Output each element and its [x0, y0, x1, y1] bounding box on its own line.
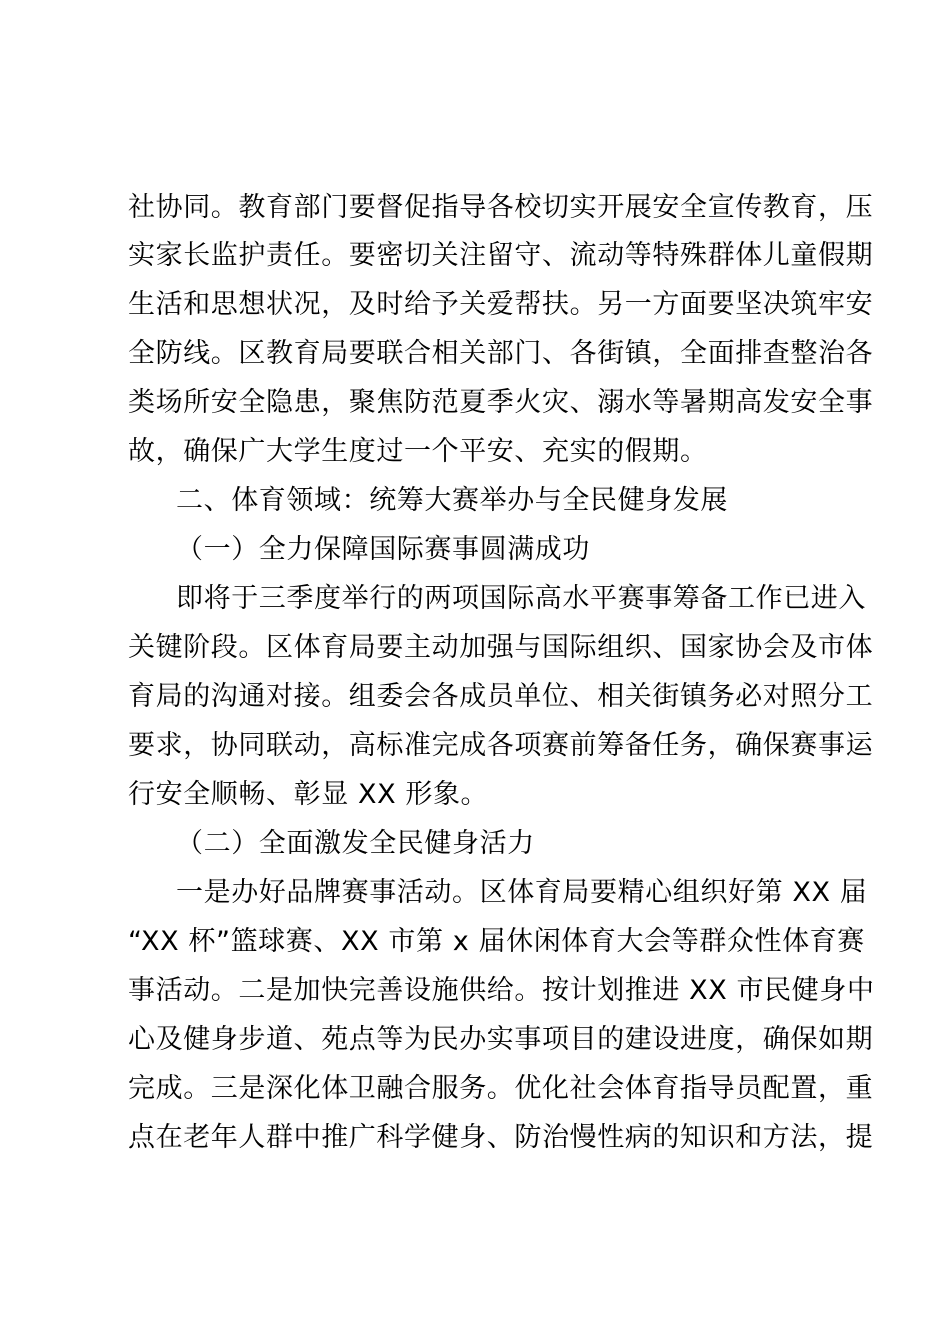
paragraph-line: 类场所安全隐患，聚焦防范夏季火灾、溺水等暑期高发安全事	[128, 387, 874, 418]
paragraph-line: 育局的沟通对接。组委会各成员单位、相关街镇务必对照分工	[128, 681, 874, 712]
paragraph-line: 即将于三季度举行的两项国际高水平赛事筹备工作已进入	[176, 583, 866, 614]
paragraph-line: 事活动。二是加快完善设施供给。按计划推进 XX 市民健身中	[128, 975, 875, 1006]
subsection-heading: （一）全力保障国际赛事圆满成功	[176, 534, 590, 565]
paragraph-line: 社协同。教育部门要督促指导各校切实开展安全宣传教育，压	[128, 192, 874, 223]
paragraph-line: 实家长监护责任。要密切关注留守、流动等特殊群体儿童假期	[128, 240, 874, 271]
paragraph-line: 行安全顺畅、彰显 XX 形象。	[128, 779, 489, 810]
paragraph-line: 要求，协同联动，高标准完成各项赛前筹备任务，确保赛事运	[128, 730, 874, 761]
paragraph-line: 生活和思想状况，及时给予关爱帮扶。另一方面要坚决筑牢安	[128, 289, 874, 320]
paragraph-line: 一是办好品牌赛事活动。区体育局要精心组织好第 XX 届	[176, 877, 868, 908]
paragraph-line: 全防线。区教育局要联合相关部门、各街镇，全面排查整治各	[128, 338, 874, 369]
paragraph-line: 故，确保广大学生度过一个平安、充实的假期。	[128, 436, 708, 467]
paragraph-line: 点在老年人群中推广科学健身、防治慢性病的知识和方法，提	[128, 1122, 874, 1153]
paragraph-line: “XX 杯”篮球赛、XX 市第 x 届休闲体育大会等群众性体育赛	[128, 926, 865, 957]
paragraph-line: 心及健身步道、苑点等为民办实事项目的建设进度，确保如期	[128, 1024, 874, 1055]
subsection-heading: （二）全面激发全民健身活力	[176, 828, 535, 859]
section-heading: 二、体育领域：统筹大赛举办与全民健身发展	[176, 485, 728, 516]
paragraph-line: 关键阶段。区体育局要主动加强与国际组织、国家协会及市体	[128, 632, 874, 663]
paragraph-line: 完成。三是深化体卫融合服务。优化社会体育指导员配置，重	[128, 1073, 874, 1104]
